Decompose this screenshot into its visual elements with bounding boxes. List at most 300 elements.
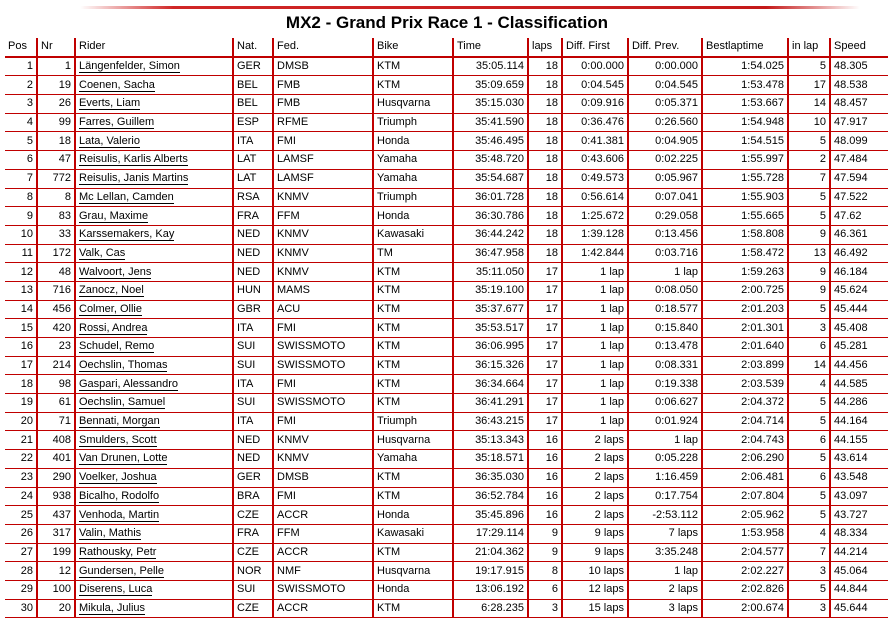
cell-rider: [75, 338, 233, 357]
cell-diff-prev: 0:04.905: [628, 132, 702, 151]
cell-rider: [75, 113, 233, 132]
table-row: [5, 207, 888, 226]
rider-name: Gundersen, Pelle: [79, 564, 164, 577]
cell-fed: KNMV: [273, 431, 373, 450]
cell-nat: BRA: [233, 487, 273, 506]
page-title: MX2 - Grand Prix Race 1 - Classification: [285, 13, 609, 32]
cell-bestlaptime: 2:07.804: [702, 487, 788, 506]
cell-bike: KTM: [373, 263, 453, 282]
cell-pos: 26: [5, 524, 37, 543]
cell-in-lap: 5: [788, 132, 830, 151]
cell-bestlaptime: 2:01.640: [702, 338, 788, 357]
cell-diff-prev: 0:26.560: [628, 113, 702, 132]
cell-diff-first: 1:39.128: [562, 225, 628, 244]
cell-bike: Honda: [373, 132, 453, 151]
cell-in-lap: 5: [788, 450, 830, 469]
cell-laps: 17: [528, 300, 562, 319]
table-row: [5, 524, 888, 543]
cell-nat: ITA: [233, 412, 273, 431]
cell-bike: Honda: [373, 207, 453, 226]
cell-nat: RSA: [233, 188, 273, 207]
cell-in-lap: 5: [788, 487, 830, 506]
cell-diff-first: 1 lap: [562, 375, 628, 394]
cell-bestlaptime: 2:06.481: [702, 468, 788, 487]
cell-speed: 43.097: [834, 489, 868, 502]
cell-bestlaptime: 1:53.958: [702, 524, 788, 543]
cell-bestlaptime: 2:03.539: [702, 375, 788, 394]
cell-nr: 71: [37, 412, 75, 431]
cell-laps: 17: [528, 394, 562, 413]
cell-bike: KTM: [373, 468, 453, 487]
column-header-time: Time: [453, 38, 528, 57]
cell-in-lap: 6: [788, 468, 830, 487]
cell-fed: FFM: [273, 207, 373, 226]
cell-bike: Husqvarna: [373, 95, 453, 114]
cell-speed: 44.214: [834, 545, 868, 558]
cell-nat: ITA: [233, 132, 273, 151]
table-row: [5, 394, 888, 413]
cell-in-lap: 9: [788, 263, 830, 282]
cell-diff-prev: 0:05.371: [628, 95, 702, 114]
cell-speed: 45.064: [834, 564, 868, 577]
cell-pos: 19: [5, 394, 37, 413]
table-row: [5, 599, 888, 618]
cell-bike: KTM: [373, 338, 453, 357]
cell-nat: HUN: [233, 281, 273, 300]
cell-speed: 43.727: [834, 508, 868, 521]
table-row: [5, 412, 888, 431]
cell-nat: SUI: [233, 356, 273, 375]
cell-speed: 48.334: [834, 527, 868, 540]
column-header-nr: Nr: [37, 38, 75, 57]
cell-speed: 43.548: [834, 471, 868, 484]
cell-diff-prev: -2:53.112: [628, 506, 702, 525]
cell-bestlaptime: 1:59.263: [702, 263, 788, 282]
cell-laps: 16: [528, 468, 562, 487]
cell-nr: 1: [37, 57, 75, 76]
cell-time: 35:09.659: [453, 76, 528, 95]
table-row: [5, 543, 888, 562]
cell-speed: 47.484: [834, 153, 868, 166]
cell-bike: Yamaha: [373, 169, 453, 188]
cell-diff-first: 0:00.000: [562, 57, 628, 76]
cell-in-lap: 5: [788, 580, 830, 599]
cell-bestlaptime: 1:53.667: [702, 95, 788, 114]
cell-speed: 44.155: [834, 433, 868, 446]
cell-speed: 45.281: [834, 340, 868, 353]
cell-nr: 772: [37, 169, 75, 188]
cell-bestlaptime: 1:54.025: [702, 57, 788, 76]
cell-in-lap: 6: [788, 338, 830, 357]
cell-laps: 16: [528, 487, 562, 506]
cell-diff-first: 1 lap: [562, 394, 628, 413]
column-header-speed: Speed: [834, 40, 866, 53]
rider-name: Colmer, Ollie: [79, 302, 142, 315]
column-header-pos: Pos: [5, 38, 37, 57]
cell-in-lap: 3: [788, 562, 830, 581]
cell-diff-prev: 0:29.058: [628, 207, 702, 226]
cell-diff-prev: 0:01.924: [628, 412, 702, 431]
cell-fed: SWISSMOTO: [273, 394, 373, 413]
cell-pos: 9: [5, 207, 37, 226]
cell-nat: ITA: [233, 319, 273, 338]
cell-rider: [75, 207, 233, 226]
cell-rider: [75, 431, 233, 450]
cell-bestlaptime: 1:58.472: [702, 244, 788, 263]
cell-in-lap: 3: [788, 319, 830, 338]
cell-diff-first: 2 laps: [562, 431, 628, 450]
cell-nat: CZE: [233, 599, 273, 618]
cell-fed: FMI: [273, 319, 373, 338]
cell-fed: SWISSMOTO: [273, 580, 373, 599]
cell-diff-prev: 3:35.248: [628, 543, 702, 562]
cell-rider: [75, 375, 233, 394]
cell-nr: 47: [37, 151, 75, 170]
header-decoration: [0, 4, 894, 12]
cell-bestlaptime: 1:54.515: [702, 132, 788, 151]
cell-rider: [75, 57, 233, 76]
cell-pos: 1: [5, 57, 37, 76]
cell-bike: Yamaha: [373, 450, 453, 469]
cell-nat: NED: [233, 431, 273, 450]
cell-time: 36:52.784: [453, 487, 528, 506]
cell-nr: 100: [37, 580, 75, 599]
cell-fed: FMI: [273, 412, 373, 431]
cell-speed: 44.286: [834, 396, 868, 409]
cell-bike: Yamaha: [373, 151, 453, 170]
cell-fed: SWISSMOTO: [273, 338, 373, 357]
cell-diff-first: 0:36.476: [562, 113, 628, 132]
cell-diff-prev: 7 laps: [628, 524, 702, 543]
table-row: [5, 132, 888, 151]
cell-fed: MAMS: [273, 281, 373, 300]
cell-bestlaptime: 2:01.301: [702, 319, 788, 338]
cell-diff-prev: 3 laps: [628, 599, 702, 618]
cell-bike: TM: [373, 244, 453, 263]
cell-diff-first: 1 lap: [562, 319, 628, 338]
cell-rider: [75, 188, 233, 207]
cell-bike: Triumph: [373, 113, 453, 132]
cell-pos: 22: [5, 450, 37, 469]
cell-fed: FMI: [273, 487, 373, 506]
cell-time: 36:44.242: [453, 225, 528, 244]
cell-pos: 7: [5, 169, 37, 188]
rider-name: Mikula, Julius: [79, 601, 146, 614]
cell-bestlaptime: 2:04.372: [702, 394, 788, 413]
rider-name: Reisulis, Janis Martins: [79, 172, 189, 185]
table-row: [5, 338, 888, 357]
cell-pos: 24: [5, 487, 37, 506]
rider-name: Van Drunen, Lotte: [79, 452, 168, 465]
cell-fed: ACCR: [273, 506, 373, 525]
cell-bike: KTM: [373, 487, 453, 506]
cell-pos: 27: [5, 543, 37, 562]
cell-rider: [75, 468, 233, 487]
cell-nat: NED: [233, 450, 273, 469]
cell-fed: SWISSMOTO: [273, 356, 373, 375]
cell-diff-prev: 0:08.331: [628, 356, 702, 375]
cell-bestlaptime: 1:55.665: [702, 207, 788, 226]
cell-rider: [75, 169, 233, 188]
cell-nr: 61: [37, 394, 75, 413]
rider-name: Bennati, Morgan: [79, 415, 160, 428]
cell-rider: [75, 244, 233, 263]
cell-bestlaptime: 2:02.826: [702, 580, 788, 599]
cell-laps: 17: [528, 338, 562, 357]
cell-laps: 9: [528, 524, 562, 543]
cell-in-lap: 9: [788, 281, 830, 300]
cell-nr: 12: [37, 562, 75, 581]
cell-in-lap: 4: [788, 375, 830, 394]
cell-nr: 19: [37, 76, 75, 95]
cell-bike: KTM: [373, 300, 453, 319]
cell-fed: KNMV: [273, 450, 373, 469]
table-row: [5, 300, 888, 319]
cell-diff-first: 1 lap: [562, 338, 628, 357]
cell-rider: [75, 95, 233, 114]
cell-time: 36:34.664: [453, 375, 528, 394]
cell-bestlaptime: 2:00.674: [702, 599, 788, 618]
cell-speed: 48.457: [834, 97, 868, 110]
cell-nr: 98: [37, 375, 75, 394]
cell-laps: 17: [528, 319, 562, 338]
cell-diff-prev: 0:19.338: [628, 375, 702, 394]
cell-diff-first: 2 laps: [562, 506, 628, 525]
cell-time: 19:17.915: [453, 562, 528, 581]
cell-laps: 18: [528, 151, 562, 170]
cell-bestlaptime: 1:53.478: [702, 76, 788, 95]
cell-in-lap: 2: [788, 151, 830, 170]
cell-nr: 716: [37, 281, 75, 300]
cell-time: 36:43.215: [453, 412, 528, 431]
cell-nat: ESP: [233, 113, 273, 132]
cell-nat: FRA: [233, 207, 273, 226]
cell-diff-first: 9 laps: [562, 543, 628, 562]
cell-bestlaptime: 1:55.903: [702, 188, 788, 207]
cell-bestlaptime: 2:04.743: [702, 431, 788, 450]
classification-table: [5, 38, 888, 618]
cell-nat: GER: [233, 468, 273, 487]
rider-name: Valk, Cas: [79, 246, 126, 259]
cell-speed: 46.184: [834, 265, 868, 278]
cell-time: 13:06.192: [453, 580, 528, 599]
cell-nat: CZE: [233, 506, 273, 525]
cell-speed: 46.492: [834, 246, 868, 259]
cell-nat: SUI: [233, 394, 273, 413]
cell-pos: 21: [5, 431, 37, 450]
cell-fed: FMB: [273, 76, 373, 95]
table-row: [5, 225, 888, 244]
cell-diff-first: 0:04.545: [562, 76, 628, 95]
cell-in-lap: 5: [788, 412, 830, 431]
cell-bike: KTM: [373, 319, 453, 338]
cell-diff-first: 0:41.381: [562, 132, 628, 151]
cell-rider: [75, 543, 233, 562]
cell-diff-prev: 0:03.716: [628, 244, 702, 263]
cell-diff-prev: 0:13.456: [628, 225, 702, 244]
column-header-diff-first: Diff. First: [562, 38, 628, 57]
rider-name: Bicalho, Rodolfo: [79, 489, 160, 502]
rider-name: Schudel, Remo: [79, 340, 155, 353]
cell-time: 21:04.362: [453, 543, 528, 562]
cell-nr: 401: [37, 450, 75, 469]
cell-diff-prev: 0:05.228: [628, 450, 702, 469]
cell-diff-first: 15 laps: [562, 599, 628, 618]
cell-nat: CZE: [233, 543, 273, 562]
cell-laps: 18: [528, 244, 562, 263]
cell-fed: LAMSF: [273, 169, 373, 188]
cell-laps: 18: [528, 57, 562, 76]
cell-fed: LAMSF: [273, 151, 373, 170]
table-row: [5, 562, 888, 581]
cell-fed: FFM: [273, 524, 373, 543]
cell-fed: ACU: [273, 300, 373, 319]
cell-speed: 47.594: [834, 172, 868, 185]
cell-fed: KNMV: [273, 188, 373, 207]
cell-nr: 18: [37, 132, 75, 151]
column-header-laps: laps: [528, 38, 562, 57]
cell-nr: 23: [37, 338, 75, 357]
cell-diff-prev: 1:16.459: [628, 468, 702, 487]
cell-nr: 938: [37, 487, 75, 506]
cell-rider: [75, 562, 233, 581]
cell-diff-first: 1 lap: [562, 281, 628, 300]
table-body: [5, 57, 888, 618]
cell-pos: 6: [5, 151, 37, 170]
cell-rider: [75, 506, 233, 525]
cell-time: 35:15.030: [453, 95, 528, 114]
rider-name: Venhoda, Martin: [79, 508, 160, 521]
cell-nr: 26: [37, 95, 75, 114]
cell-nr: 172: [37, 244, 75, 263]
cell-rider: [75, 281, 233, 300]
cell-diff-prev: 0:15.840: [628, 319, 702, 338]
cell-nat: SUI: [233, 580, 273, 599]
table-row: [5, 468, 888, 487]
cell-diff-prev: 0:00.000: [628, 57, 702, 76]
cell-in-lap: 7: [788, 543, 830, 562]
cell-in-lap: 3: [788, 599, 830, 618]
cell-nr: 408: [37, 431, 75, 450]
table-row: [5, 431, 888, 450]
cell-pos: 25: [5, 506, 37, 525]
cell-bike: KTM: [373, 375, 453, 394]
rider-name: Coenen, Sacha: [79, 78, 155, 91]
cell-diff-prev: 0:13.478: [628, 338, 702, 357]
cell-bike: Honda: [373, 506, 453, 525]
cell-pos: 20: [5, 412, 37, 431]
cell-bike: KTM: [373, 394, 453, 413]
column-header-in-lap: in lap: [788, 38, 830, 57]
cell-diff-first: 0:43.606: [562, 151, 628, 170]
cell-bike: Kawasaki: [373, 524, 453, 543]
cell-diff-first: 0:09.916: [562, 95, 628, 114]
cell-fed: FMB: [273, 95, 373, 114]
rider-name: Gaspari, Alessandro: [79, 377, 179, 390]
rider-name: Rossi, Andrea: [79, 321, 148, 334]
cell-nr: 437: [37, 506, 75, 525]
cell-diff-prev: 1 lap: [628, 263, 702, 282]
cell-speed: 44.456: [834, 359, 868, 372]
cell-rider: [75, 487, 233, 506]
column-header-bike: Bike: [373, 38, 453, 57]
rider-name: Oechslin, Samuel: [79, 396, 166, 409]
table-row: [5, 580, 888, 599]
cell-bike: Honda: [373, 580, 453, 599]
cell-bestlaptime: 1:54.948: [702, 113, 788, 132]
cell-in-lap: 5: [788, 207, 830, 226]
table-row: [5, 57, 888, 76]
cell-laps: 18: [528, 225, 562, 244]
cell-time: 35:45.896: [453, 506, 528, 525]
table-row: [5, 151, 888, 170]
cell-laps: 17: [528, 356, 562, 375]
cell-speed: 45.624: [834, 284, 868, 297]
cell-nat: GER: [233, 57, 273, 76]
cell-rider: [75, 225, 233, 244]
cell-pos: 28: [5, 562, 37, 581]
table-row: [5, 450, 888, 469]
cell-pos: 2: [5, 76, 37, 95]
cell-time: 35:19.100: [453, 281, 528, 300]
cell-fed: ACCR: [273, 543, 373, 562]
cell-fed: RFME: [273, 113, 373, 132]
cell-nr: 456: [37, 300, 75, 319]
table-row: [5, 113, 888, 132]
column-header-nat: Nat.: [233, 38, 273, 57]
cell-bike: KTM: [373, 543, 453, 562]
rider-name: Karssemakers, Kay: [79, 228, 175, 241]
cell-nr: 83: [37, 207, 75, 226]
column-header-diff-prev: Diff. Prev.: [628, 38, 702, 57]
table-row: [5, 506, 888, 525]
cell-fed: DMSB: [273, 468, 373, 487]
cell-speed: 47.522: [834, 190, 868, 203]
cell-nat: LAT: [233, 151, 273, 170]
cell-rider: [75, 394, 233, 413]
cell-bike: KTM: [373, 281, 453, 300]
column-header-fed: Fed.: [273, 38, 373, 57]
cell-fed: FMI: [273, 132, 373, 151]
cell-fed: KNMV: [273, 263, 373, 282]
cell-rider: [75, 524, 233, 543]
rider-name: Valin, Mathis: [79, 527, 142, 540]
cell-rider: [75, 356, 233, 375]
cell-time: 35:18.571: [453, 450, 528, 469]
cell-in-lap: 10: [788, 113, 830, 132]
cell-rider: [75, 132, 233, 151]
cell-diff-prev: 1 lap: [628, 562, 702, 581]
cell-pos: 17: [5, 356, 37, 375]
cell-bike: Triumph: [373, 188, 453, 207]
cell-diff-first: 9 laps: [562, 524, 628, 543]
cell-time: 35:46.495: [453, 132, 528, 151]
cell-fed: FMI: [273, 375, 373, 394]
cell-rider: [75, 450, 233, 469]
table-row: [5, 281, 888, 300]
cell-time: 36:30.786: [453, 207, 528, 226]
cell-nr: 48: [37, 263, 75, 282]
cell-bestlaptime: 2:06.290: [702, 450, 788, 469]
cell-nat: SUI: [233, 338, 273, 357]
cell-bestlaptime: 2:04.577: [702, 543, 788, 562]
cell-diff-prev: 0:18.577: [628, 300, 702, 319]
cell-pos: 16: [5, 338, 37, 357]
cell-time: 36:15.326: [453, 356, 528, 375]
cell-in-lap: 14: [788, 356, 830, 375]
cell-diff-prev: 2 laps: [628, 580, 702, 599]
cell-diff-first: 1:42.844: [562, 244, 628, 263]
